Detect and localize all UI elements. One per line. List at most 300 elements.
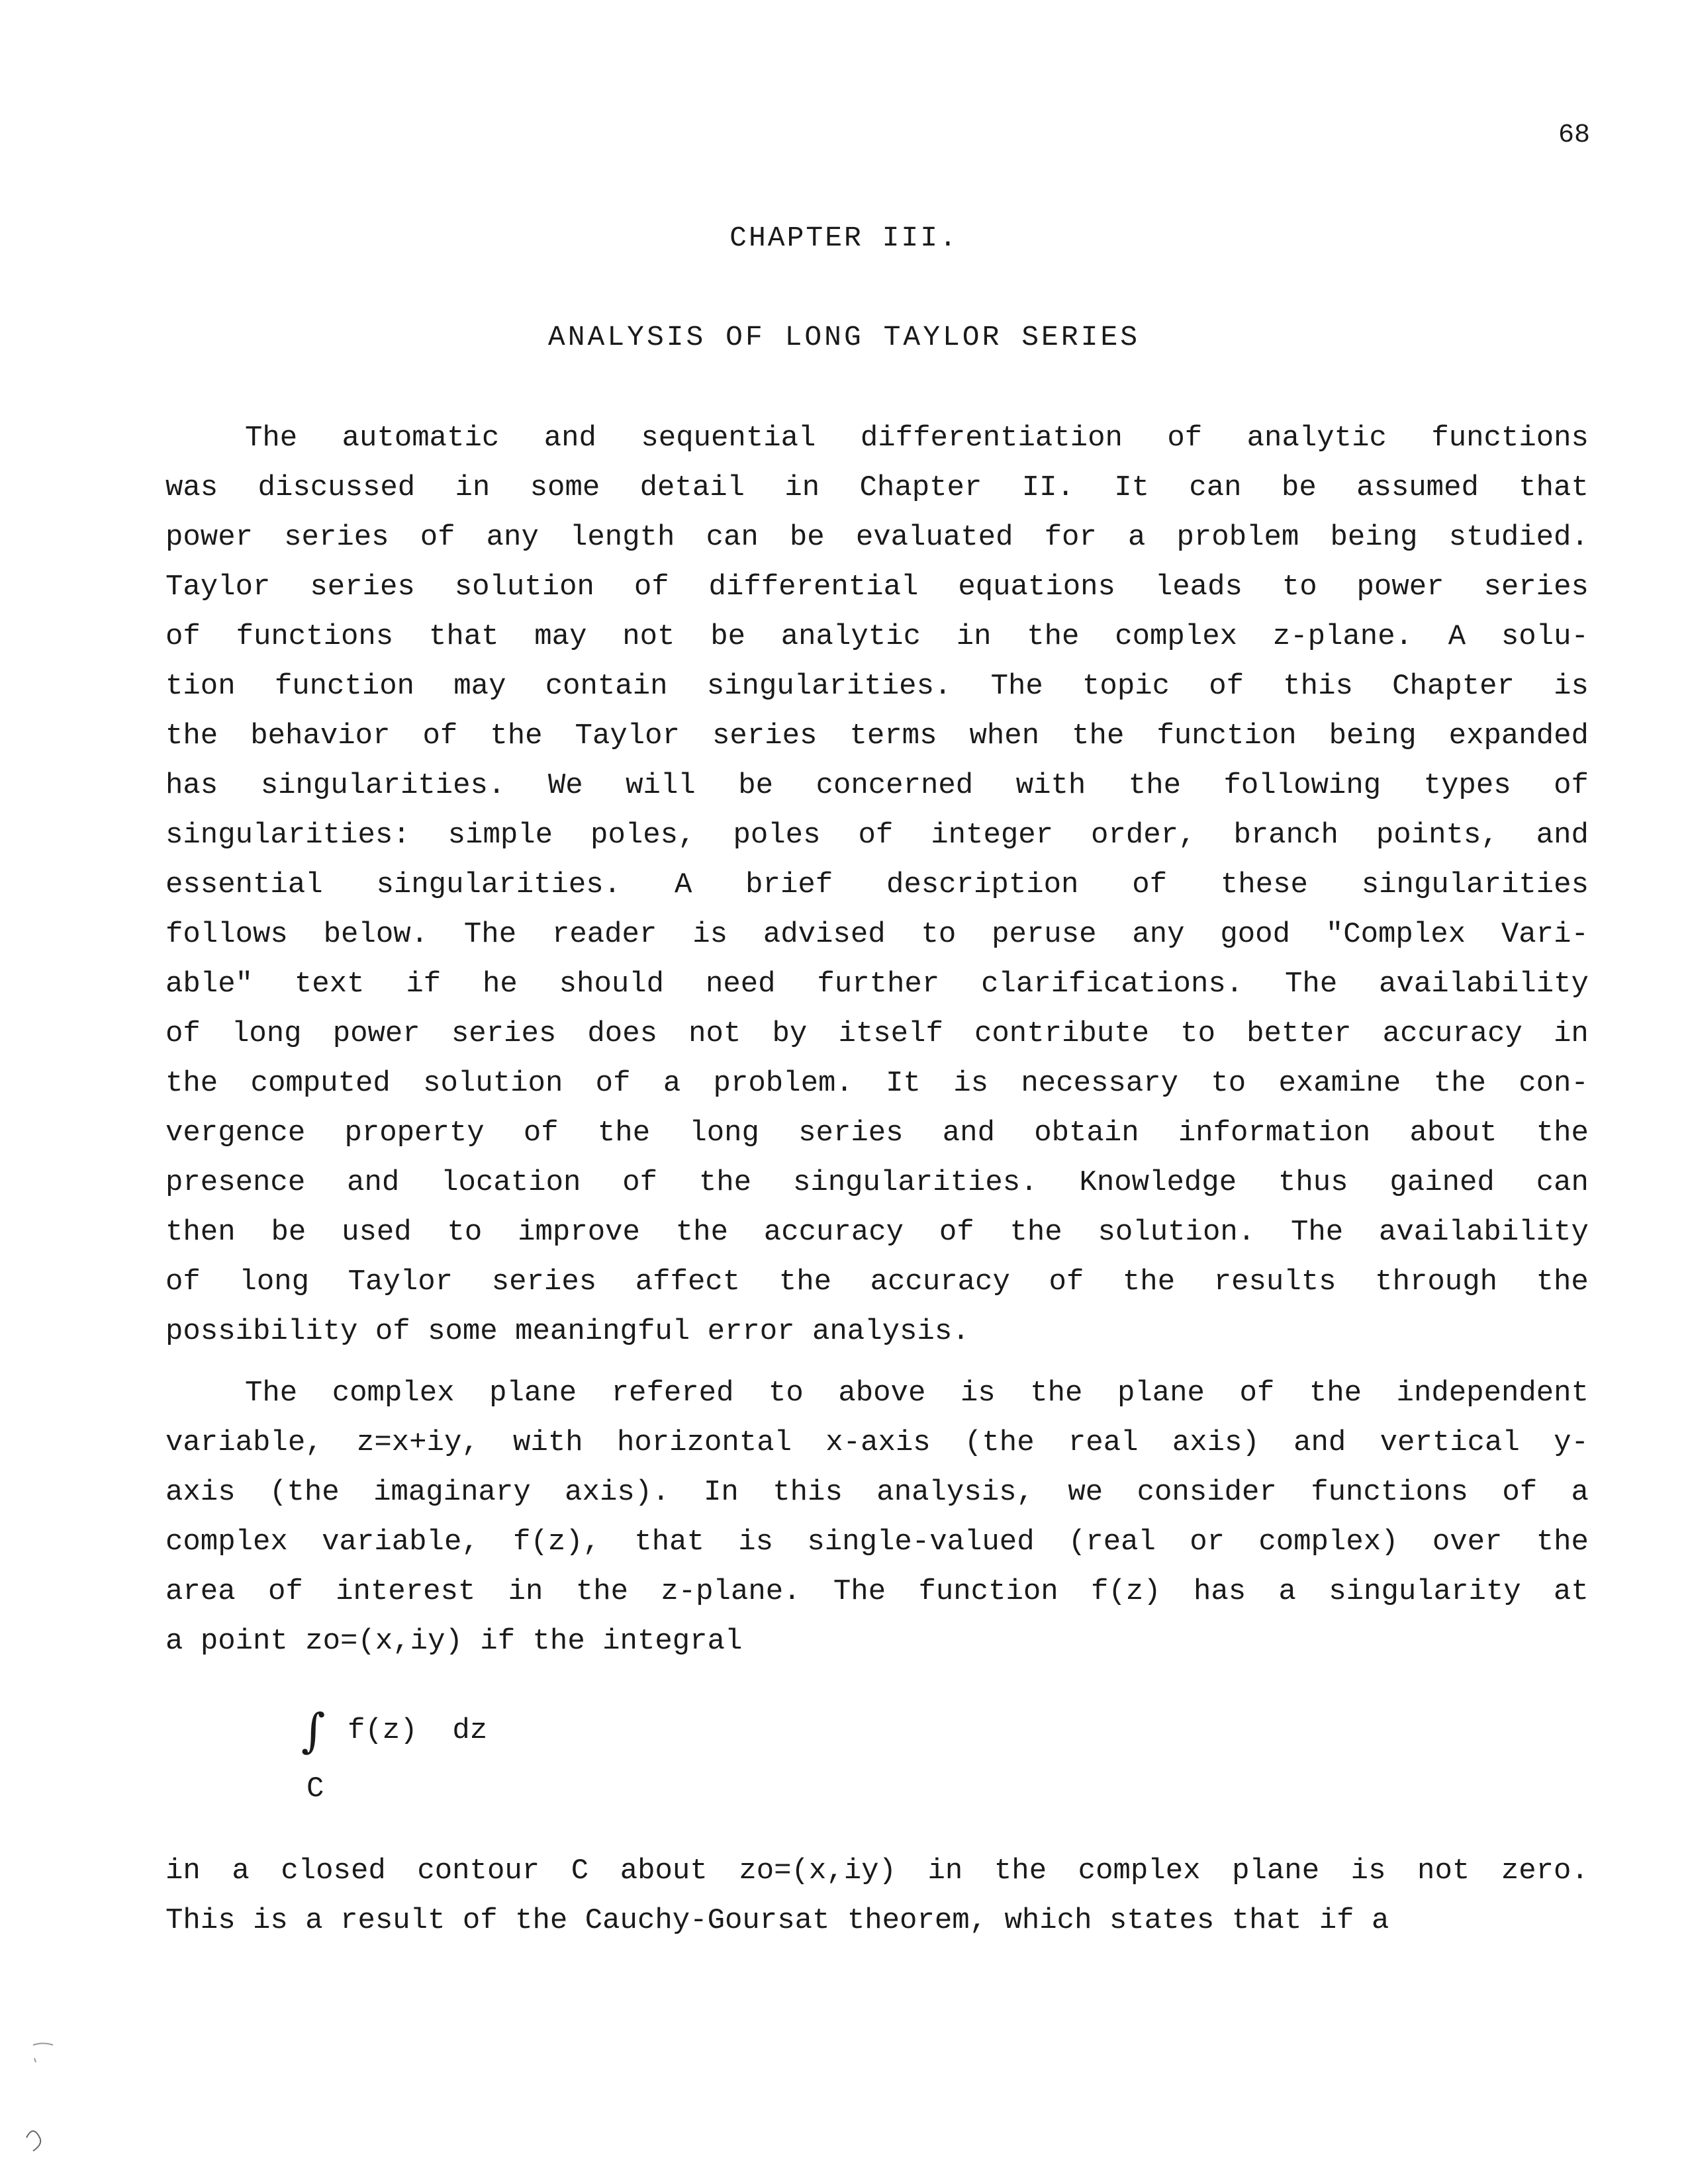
word: The xyxy=(1285,968,1338,1001)
word: location xyxy=(441,1166,581,1199)
word: behavior xyxy=(250,719,391,752)
word: (real xyxy=(1068,1525,1156,1559)
word: "Complex xyxy=(1325,918,1466,951)
word: in xyxy=(1554,1017,1589,1050)
word: the xyxy=(1433,1067,1486,1100)
text-line xyxy=(165,563,1589,612)
word: that xyxy=(634,1525,704,1559)
word: solution. xyxy=(1098,1216,1256,1249)
word: variable, xyxy=(165,1426,323,1459)
word: the xyxy=(1072,719,1125,752)
word: topic xyxy=(1082,670,1170,703)
word: the xyxy=(165,1067,218,1100)
word: types xyxy=(1423,769,1511,802)
word: he xyxy=(483,968,518,1001)
page-number: 68 xyxy=(1558,120,1590,150)
word: not xyxy=(1417,1854,1470,1888)
word: of xyxy=(633,570,669,604)
text-line xyxy=(165,1418,1589,1468)
word: brief xyxy=(745,868,833,901)
word: zo=(x,iy) xyxy=(305,1625,481,1658)
word: zo=(x,iy) xyxy=(739,1854,896,1888)
word: In xyxy=(704,1476,739,1509)
word: integer xyxy=(931,819,1054,852)
word: Chapter xyxy=(1392,670,1515,703)
word: below. xyxy=(323,918,429,951)
text-line xyxy=(165,1846,1589,1896)
word: property xyxy=(344,1116,485,1150)
word: the xyxy=(575,1575,629,1608)
word: automatic xyxy=(342,422,500,455)
word: of xyxy=(422,719,458,752)
word: meaningful xyxy=(515,1315,708,1348)
word: of xyxy=(375,1315,428,1348)
word: be xyxy=(271,1216,306,1249)
text-line xyxy=(165,860,1589,910)
word: long xyxy=(231,1017,302,1050)
word: series xyxy=(712,719,818,752)
text-line xyxy=(165,612,1589,662)
word: of xyxy=(267,1575,303,1608)
text-line xyxy=(165,910,1589,960)
word: Cauchy-Goursat xyxy=(585,1904,847,1937)
word: the xyxy=(490,719,543,752)
word: of xyxy=(1167,422,1203,455)
word: refered xyxy=(611,1377,734,1410)
word: vergence xyxy=(165,1116,306,1150)
word: availability xyxy=(1379,968,1589,1001)
word: the xyxy=(778,1265,832,1298)
word: in xyxy=(508,1575,543,1608)
word: states xyxy=(1109,1904,1232,1937)
word: is xyxy=(1350,1854,1386,1888)
word: z=x+iy, xyxy=(356,1426,479,1459)
word: about xyxy=(620,1854,708,1888)
word: It xyxy=(1114,471,1150,504)
word: above xyxy=(838,1377,926,1410)
word: length xyxy=(570,521,675,554)
word: C xyxy=(571,1854,589,1888)
word: singularity xyxy=(1329,1575,1521,1608)
word: poles, xyxy=(590,819,696,852)
word: was xyxy=(165,471,218,504)
word: to xyxy=(1282,570,1317,604)
word: is xyxy=(960,1377,996,1410)
text-line xyxy=(165,414,1589,463)
word: power xyxy=(1356,570,1444,604)
word: the xyxy=(698,1166,752,1199)
word: has xyxy=(165,769,218,802)
word: of xyxy=(165,1017,201,1050)
word: Chapter xyxy=(859,471,982,504)
word: the xyxy=(1309,1377,1362,1410)
word: which xyxy=(1004,1904,1109,1937)
word: a xyxy=(232,1854,250,1888)
word: to xyxy=(769,1377,804,1410)
word: can xyxy=(1536,1166,1589,1199)
word: singularities. xyxy=(792,1166,1038,1199)
text-line xyxy=(165,1059,1589,1109)
word: axis) xyxy=(1172,1426,1260,1459)
text-line xyxy=(165,1009,1589,1059)
word: the xyxy=(1128,769,1182,802)
word: the xyxy=(1536,1116,1589,1150)
word: over xyxy=(1432,1525,1503,1559)
word: should xyxy=(559,968,665,1001)
word: is xyxy=(738,1525,774,1559)
word: and xyxy=(942,1116,995,1150)
word: being xyxy=(1330,521,1418,554)
word: about xyxy=(1409,1116,1497,1150)
word: equations xyxy=(958,570,1115,604)
text-line xyxy=(165,1468,1589,1518)
word: Taylor xyxy=(575,719,680,752)
word: this xyxy=(773,1476,843,1509)
word: is xyxy=(253,1904,306,1937)
word: complex xyxy=(332,1377,455,1410)
word: contribute xyxy=(974,1017,1150,1050)
text-line xyxy=(165,463,1589,513)
word: series xyxy=(310,570,415,604)
word: with xyxy=(1015,769,1086,802)
word: analysis, xyxy=(876,1476,1034,1509)
word: at xyxy=(1554,1575,1589,1608)
word: expanded xyxy=(1448,719,1589,752)
word: contain xyxy=(545,670,668,703)
word: differential xyxy=(708,570,919,604)
word: the xyxy=(1027,620,1080,653)
word: of xyxy=(1502,1476,1538,1509)
word: horizontal xyxy=(616,1426,792,1459)
word: for xyxy=(1044,521,1097,554)
word: It xyxy=(886,1067,921,1100)
word: the xyxy=(994,1854,1047,1888)
word: will xyxy=(626,769,696,802)
word: not xyxy=(688,1017,741,1050)
word: a xyxy=(663,1067,681,1100)
word: peruse xyxy=(992,918,1097,951)
word: gained xyxy=(1389,1166,1495,1199)
word: a xyxy=(1372,1904,1389,1937)
word: the xyxy=(1536,1265,1589,1298)
word: f(z) xyxy=(1091,1575,1161,1608)
word: of xyxy=(1209,670,1244,703)
word: of xyxy=(622,1166,658,1199)
word: real xyxy=(1068,1426,1139,1459)
word: following xyxy=(1223,769,1382,802)
word: interest xyxy=(336,1575,476,1608)
word: series xyxy=(491,1265,597,1298)
word: singularities xyxy=(1361,868,1589,901)
word: we xyxy=(1068,1476,1103,1509)
word: a xyxy=(1571,1476,1589,1509)
word: a xyxy=(165,1625,201,1658)
word: axis xyxy=(165,1476,236,1509)
word: The xyxy=(1290,1216,1344,1249)
word: function xyxy=(274,670,415,703)
word: improve xyxy=(518,1216,640,1249)
word: complex) xyxy=(1258,1525,1399,1559)
word: points, xyxy=(1376,819,1499,852)
word: of xyxy=(1554,769,1589,802)
word: z-plane. xyxy=(1272,620,1413,653)
word: when xyxy=(969,719,1040,752)
word: results xyxy=(1213,1265,1336,1298)
word: information xyxy=(1178,1116,1371,1150)
word: being xyxy=(1329,719,1417,752)
word: detail xyxy=(639,471,745,504)
word: necessary xyxy=(1021,1067,1179,1100)
word: point xyxy=(200,1625,306,1658)
word: singularities. xyxy=(706,670,952,703)
word: single-valued xyxy=(807,1525,1035,1559)
word: evaluated xyxy=(855,521,1013,554)
word: solution xyxy=(454,570,594,604)
paragraph-1 xyxy=(165,414,1589,1357)
text-line xyxy=(165,811,1589,860)
word: branch xyxy=(1233,819,1338,852)
word: tion xyxy=(165,670,236,703)
word: some xyxy=(428,1315,516,1348)
word: able" xyxy=(165,968,254,1001)
word: error xyxy=(707,1315,812,1348)
word: not xyxy=(622,620,675,653)
word: of xyxy=(1049,1265,1084,1298)
word: has xyxy=(1193,1575,1246,1608)
word: order, xyxy=(1091,819,1196,852)
word: singularities. xyxy=(376,868,622,901)
word: y- xyxy=(1554,1426,1589,1459)
word: to xyxy=(1211,1067,1246,1100)
word: problem xyxy=(1176,521,1299,554)
word: discussed xyxy=(258,471,416,504)
word: series xyxy=(1483,570,1589,604)
word: simple xyxy=(447,819,553,852)
text-line xyxy=(165,513,1589,563)
text-line xyxy=(165,711,1589,761)
text-line xyxy=(165,761,1589,811)
word: z-plane. xyxy=(661,1575,801,1608)
word: the xyxy=(515,1904,585,1937)
text-line xyxy=(165,1518,1589,1567)
word: long xyxy=(689,1116,759,1150)
word: the xyxy=(1030,1377,1083,1410)
word: presence xyxy=(165,1166,306,1199)
word: analytic xyxy=(780,620,921,653)
word: complex xyxy=(1115,620,1238,653)
word: studied. xyxy=(1448,521,1589,554)
word: accuracy xyxy=(763,1216,904,1249)
word: be xyxy=(710,620,745,653)
word: of xyxy=(420,521,455,554)
word: possibility xyxy=(165,1315,375,1348)
word: may xyxy=(453,670,506,703)
word: and xyxy=(543,422,596,455)
integral-sign: ∫ xyxy=(301,1704,326,1758)
word: A xyxy=(1448,620,1466,653)
word: singularities: xyxy=(165,819,410,852)
paragraph-3 xyxy=(165,1846,1589,1946)
word: singularities. xyxy=(260,769,506,802)
word: variable, xyxy=(322,1525,479,1559)
word: the xyxy=(1536,1525,1589,1559)
word: II. xyxy=(1021,471,1074,504)
word: Taylor xyxy=(165,570,271,604)
word: accuracy xyxy=(870,1265,1010,1298)
word: used xyxy=(342,1216,412,1249)
text-line xyxy=(165,1369,1589,1418)
word: consider xyxy=(1137,1476,1277,1509)
word: further xyxy=(817,968,940,1001)
word: analytic xyxy=(1246,422,1387,455)
integral-contour-label: C xyxy=(306,1772,324,1805)
word: then xyxy=(165,1216,236,1249)
text-line xyxy=(165,1208,1589,1257)
word: leads xyxy=(1154,570,1243,604)
word: computed xyxy=(250,1067,391,1100)
word: of xyxy=(939,1216,974,1249)
word: of xyxy=(1132,868,1168,901)
text-line xyxy=(165,1567,1589,1617)
word: problem. xyxy=(713,1067,853,1100)
word: axis). xyxy=(565,1476,670,1509)
word: analysis. xyxy=(812,1315,970,1348)
word: any xyxy=(486,521,539,554)
word: area xyxy=(165,1575,236,1608)
integral-expression: f(z) dz xyxy=(348,1714,488,1747)
word: if xyxy=(1319,1904,1372,1937)
word: affect xyxy=(635,1265,741,1298)
word: advised xyxy=(763,918,886,951)
word: Knowledge xyxy=(1079,1166,1237,1199)
word: con- xyxy=(1519,1067,1589,1100)
word: thus xyxy=(1278,1166,1348,1199)
word: solu- xyxy=(1501,620,1589,653)
word: may xyxy=(534,620,587,653)
word: result xyxy=(340,1904,463,1937)
text-line xyxy=(165,1617,1589,1666)
word: a xyxy=(1278,1575,1296,1608)
word: in xyxy=(927,1854,963,1888)
word: to xyxy=(447,1216,483,1249)
word: be xyxy=(1281,471,1317,504)
word: the xyxy=(165,719,218,752)
word: obtain xyxy=(1034,1116,1139,1150)
word: We xyxy=(547,769,583,802)
word: by xyxy=(772,1017,808,1050)
word: can xyxy=(706,521,759,554)
text-line xyxy=(165,960,1589,1009)
word: availability xyxy=(1379,1216,1589,1249)
word: of xyxy=(1239,1377,1275,1410)
word: is xyxy=(953,1067,989,1100)
word: in xyxy=(165,1854,201,1888)
word: can xyxy=(1189,471,1242,504)
word: (the xyxy=(964,1426,1035,1459)
word: contour xyxy=(417,1854,540,1888)
word: plane xyxy=(489,1377,577,1410)
word: The xyxy=(463,918,517,951)
word: This xyxy=(165,1904,254,1937)
word: examine xyxy=(1278,1067,1401,1100)
word: need xyxy=(705,968,776,1001)
word: integral xyxy=(602,1625,743,1658)
word: if xyxy=(480,1625,533,1658)
word: of xyxy=(165,1265,201,1298)
word: function xyxy=(918,1575,1058,1608)
word: in xyxy=(956,620,992,653)
word: complex xyxy=(165,1525,288,1559)
word: functions xyxy=(1311,1476,1468,1509)
text-line xyxy=(165,1896,1589,1946)
word: long xyxy=(239,1265,310,1298)
word: accuracy xyxy=(1382,1017,1523,1050)
text-line xyxy=(165,662,1589,711)
word: power xyxy=(332,1017,420,1050)
word: the xyxy=(597,1116,651,1150)
word: x-axis xyxy=(825,1426,931,1459)
word: that xyxy=(428,620,499,653)
word: any xyxy=(1132,918,1185,951)
word: be xyxy=(738,769,774,802)
word: description xyxy=(886,868,1079,901)
word: through xyxy=(1375,1265,1498,1298)
word: of xyxy=(462,1904,516,1937)
paragraph-2 xyxy=(165,1369,1589,1666)
word: vertical xyxy=(1380,1426,1520,1459)
text-line xyxy=(165,1307,1589,1357)
word: good xyxy=(1220,918,1290,951)
word: sequential xyxy=(641,422,816,455)
word: reader xyxy=(551,918,657,951)
word: these xyxy=(1220,868,1308,901)
word: function xyxy=(1156,719,1297,752)
word: this xyxy=(1283,670,1353,703)
word: the xyxy=(675,1216,728,1249)
word: Taylor xyxy=(348,1265,453,1298)
word: clarifications. xyxy=(981,968,1244,1001)
word: (the xyxy=(269,1476,340,1509)
margin-scan-marks xyxy=(20,2038,86,2171)
word: and xyxy=(347,1166,400,1199)
word: and xyxy=(1536,819,1589,852)
word: f(z), xyxy=(513,1525,601,1559)
word: text xyxy=(294,968,365,1001)
word: A xyxy=(674,868,692,901)
word: essential xyxy=(165,868,323,901)
word: is xyxy=(1554,670,1589,703)
word: that xyxy=(1519,471,1589,504)
word: that xyxy=(1231,1904,1319,1937)
word: itself xyxy=(838,1017,943,1050)
word: series xyxy=(798,1116,904,1150)
word: independent xyxy=(1396,1377,1589,1410)
word: of xyxy=(523,1116,559,1150)
word: of xyxy=(858,819,894,852)
word: if xyxy=(406,968,442,1001)
word: and xyxy=(1293,1426,1346,1459)
text-line xyxy=(165,1109,1589,1158)
word: theorem, xyxy=(847,1904,1005,1937)
text-line xyxy=(165,1158,1589,1208)
word: some xyxy=(530,471,600,504)
word: the xyxy=(1009,1216,1062,1249)
word: functions xyxy=(236,620,394,653)
word: or xyxy=(1190,1525,1225,1559)
word: plane xyxy=(1232,1854,1320,1888)
word: concerned xyxy=(816,769,974,802)
text-line xyxy=(165,1257,1589,1307)
